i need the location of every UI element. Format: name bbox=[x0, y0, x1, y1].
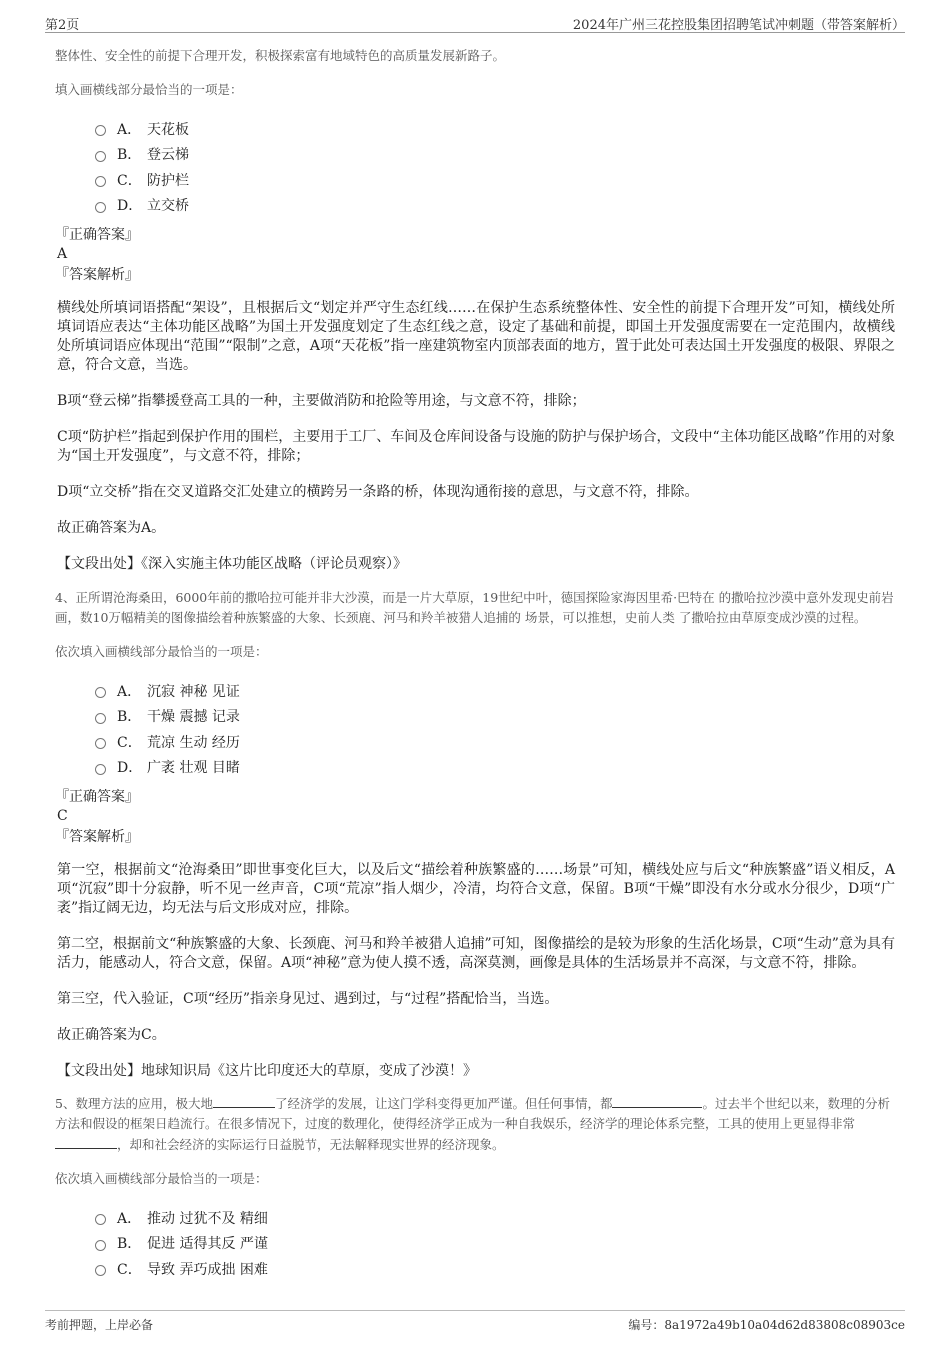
radio-icon[interactable] bbox=[95, 176, 106, 187]
main-content bbox=[55, 46, 895, 1290]
radio-icon[interactable] bbox=[95, 202, 106, 213]
option-4-a[interactable]: A． 沉寂 神秘 见证 bbox=[55, 678, 895, 704]
radio-icon[interactable] bbox=[95, 125, 106, 136]
correct-answer: C bbox=[57, 808, 68, 824]
document-title: 2024年广州三花控股集团招聘笔试冲刺题（带答案解析） bbox=[572, 18, 905, 33]
page-footer bbox=[45, 1310, 905, 1335]
question-5-prompt: 依次填入画横线部分最恰当的一项是： bbox=[55, 1171, 268, 1186]
option-3-a[interactable]: A． 天花板 bbox=[55, 116, 895, 142]
analysis-conclusion: 故正确答案为C。 bbox=[57, 1027, 166, 1043]
radio-icon[interactable] bbox=[95, 151, 106, 162]
analysis-label: 『答案解析』 bbox=[55, 267, 139, 283]
analysis-paragraph: B项“登云梯”指攀援登高工具的一种，主要做消防和抢险等用途，与文意不符，排除； bbox=[57, 393, 586, 409]
question-4-stem: 4、正所谓沧海桑田，6000年前的撒哈拉可能并非大沙漠，而是一片大草原，19世纪中叶，德国探险家海因里希·巴特在 的撒哈拉沙漠中意外发现史前岩画，数10万幅精美的图像描绘着种族繁盛的大象、长颈鹿、河马和羚羊被猎人追捕的 场景，可以推想，史前人类 了撒哈拉由草原变成沙漠的过程。 bbox=[55, 590, 894, 625]
question-3-prompt: 填入画横线部分最恰当的一项是： bbox=[55, 82, 243, 97]
analysis-paragraph: D项“立交桥”指在交叉道路交汇处建立的横跨另一条路的桥，体现沟通衔接的意思，与文意不符，排除。 bbox=[57, 484, 699, 500]
radio-icon[interactable] bbox=[95, 1240, 106, 1251]
question-5-options bbox=[55, 1205, 895, 1282]
radio-icon[interactable] bbox=[95, 1214, 106, 1225]
answer-label: 『正确答案』 bbox=[55, 789, 139, 805]
question-4-prompt: 依次填入画横线部分最恰当的一项是： bbox=[55, 644, 268, 659]
option-4-b[interactable]: B． 干燥 震撼 记录 bbox=[55, 704, 895, 730]
option-3-b[interactable]: B． 登云梯 bbox=[55, 142, 895, 168]
radio-icon[interactable] bbox=[95, 687, 106, 698]
source-citation: 【文段出处】《深入实施主体功能区战略（评论员观察）》 bbox=[57, 556, 407, 572]
page-number: 第2页 bbox=[45, 18, 80, 33]
document-id: 编号：8a1972a49b10a04d62d83808c08903ce bbox=[628, 1318, 905, 1332]
question-3-options bbox=[55, 116, 895, 218]
option-5-a[interactable]: A． 推动 过犹不及 精细 bbox=[55, 1205, 895, 1231]
analysis-conclusion: 故正确答案为A。 bbox=[57, 520, 166, 536]
fill-blank bbox=[55, 1134, 117, 1149]
radio-icon[interactable] bbox=[95, 713, 106, 724]
analysis-paragraph: 第一空，根据前文“沧海桑田”即世事变化巨大，以及后文“描绘着种族繁盛的……场景”可知，横线处应与后文“种族繁盛”语义相反，A项“沉寂”即十分寂静，听不见一丝声音，C项“荒凉”指人烟少，冷清，均符合文意，保留。B项“干燥”即没有水分或水分很少，D项“广袤”指辽阔无边，均无法与后文形成对应，排除。 bbox=[57, 862, 895, 916]
option-3-c[interactable]: C． 防护栏 bbox=[55, 167, 895, 193]
analysis-label: 『答案解析』 bbox=[55, 829, 139, 845]
page-header bbox=[45, 12, 905, 33]
option-5-b[interactable]: B． 促进 适得其反 严谨 bbox=[55, 1231, 895, 1257]
source-citation: 【文段出处】地球知识局《这片比印度还大的草原，变成了沙漠！》 bbox=[57, 1063, 477, 1079]
analysis-paragraph: 第三空，代入验证，C项“经历”指亲身见过、遇到过，与“过程”搭配恰当，当选。 bbox=[57, 991, 559, 1007]
answer-label: 『正确答案』 bbox=[55, 227, 139, 243]
correct-answer: A bbox=[57, 246, 68, 262]
analysis-paragraph: 第二空，根据前文“种族繁盛的大象、长颈鹿、河马和羚羊被猎人追捕”可知，图像描绘的是较为形象的生活化场景，C项“生动”意为具有活力，能感动人，符合文意，保留。A项“神秘”意为使人摸不透，高深莫测，画像是具体的生活场景并不高深，与文意不符，排除。 bbox=[57, 936, 895, 971]
question-5-stem: 5、数理方法的应用，极大地 了经济学的发展，让这门学科变得更加严谨。但任何事情，都 。过去半个世纪以来，数理的分析方法和假设的框架日趋流行。在很多情况下，过度的数理化，使得经济学正成为一种自我娱乐，经济学的理论体系完整，工具的使用上更显得非常，却和社会经济的实际运行日益脱节，无法解释现实世界的经济现象。 bbox=[55, 1093, 895, 1155]
radio-icon[interactable] bbox=[95, 1265, 106, 1276]
radio-icon[interactable] bbox=[95, 764, 106, 775]
analysis-paragraph: C项“防护栏”指起到保护作用的围栏，主要用于工厂、车间及仓库间设备与设施的防护与保护场合，文段中“主体功能区战略”作用的对象为“国土开发强度”，与文意不符，排除； bbox=[57, 429, 895, 464]
question-3-tail: 整体性、安全性的前提下合理开发，积极探索富有地域特色的高质量发展新路子。 bbox=[55, 48, 506, 63]
analysis-paragraph: 横线处所填词语搭配“架设”，且根据后文“划定并严守生态红线……在保护生态系统整体性、安全性的前提下合理开发”可知，横线处所填词语应表达“主体功能区战略”为国土开发强度划定了生态红线之意，设定了基础和前提，即国土开发强度需要在一定范围内，故横线处所填词语应体现出“范围”“限制”之意，A项“天花板”指一座建筑物室内顶部表面的地方，置于此处可表达国土开发强度的极限、界限之意，符合文意，当选。 bbox=[57, 300, 895, 373]
question-4-options bbox=[55, 678, 895, 780]
option-4-d[interactable]: D． 广袤 壮观 目睹 bbox=[55, 755, 895, 781]
option-5-c[interactable]: C． 导致 弄巧成拙 困难 bbox=[55, 1256, 895, 1282]
option-3-d[interactable]: D． 立交桥 bbox=[55, 193, 895, 219]
radio-icon[interactable] bbox=[95, 738, 106, 749]
footer-slogan: 考前押题，上岸必备 bbox=[45, 1318, 154, 1332]
option-4-c[interactable]: C． 荒凉 生动 经历 bbox=[55, 729, 895, 755]
fill-blank bbox=[213, 1093, 275, 1108]
fill-blank bbox=[612, 1093, 702, 1108]
